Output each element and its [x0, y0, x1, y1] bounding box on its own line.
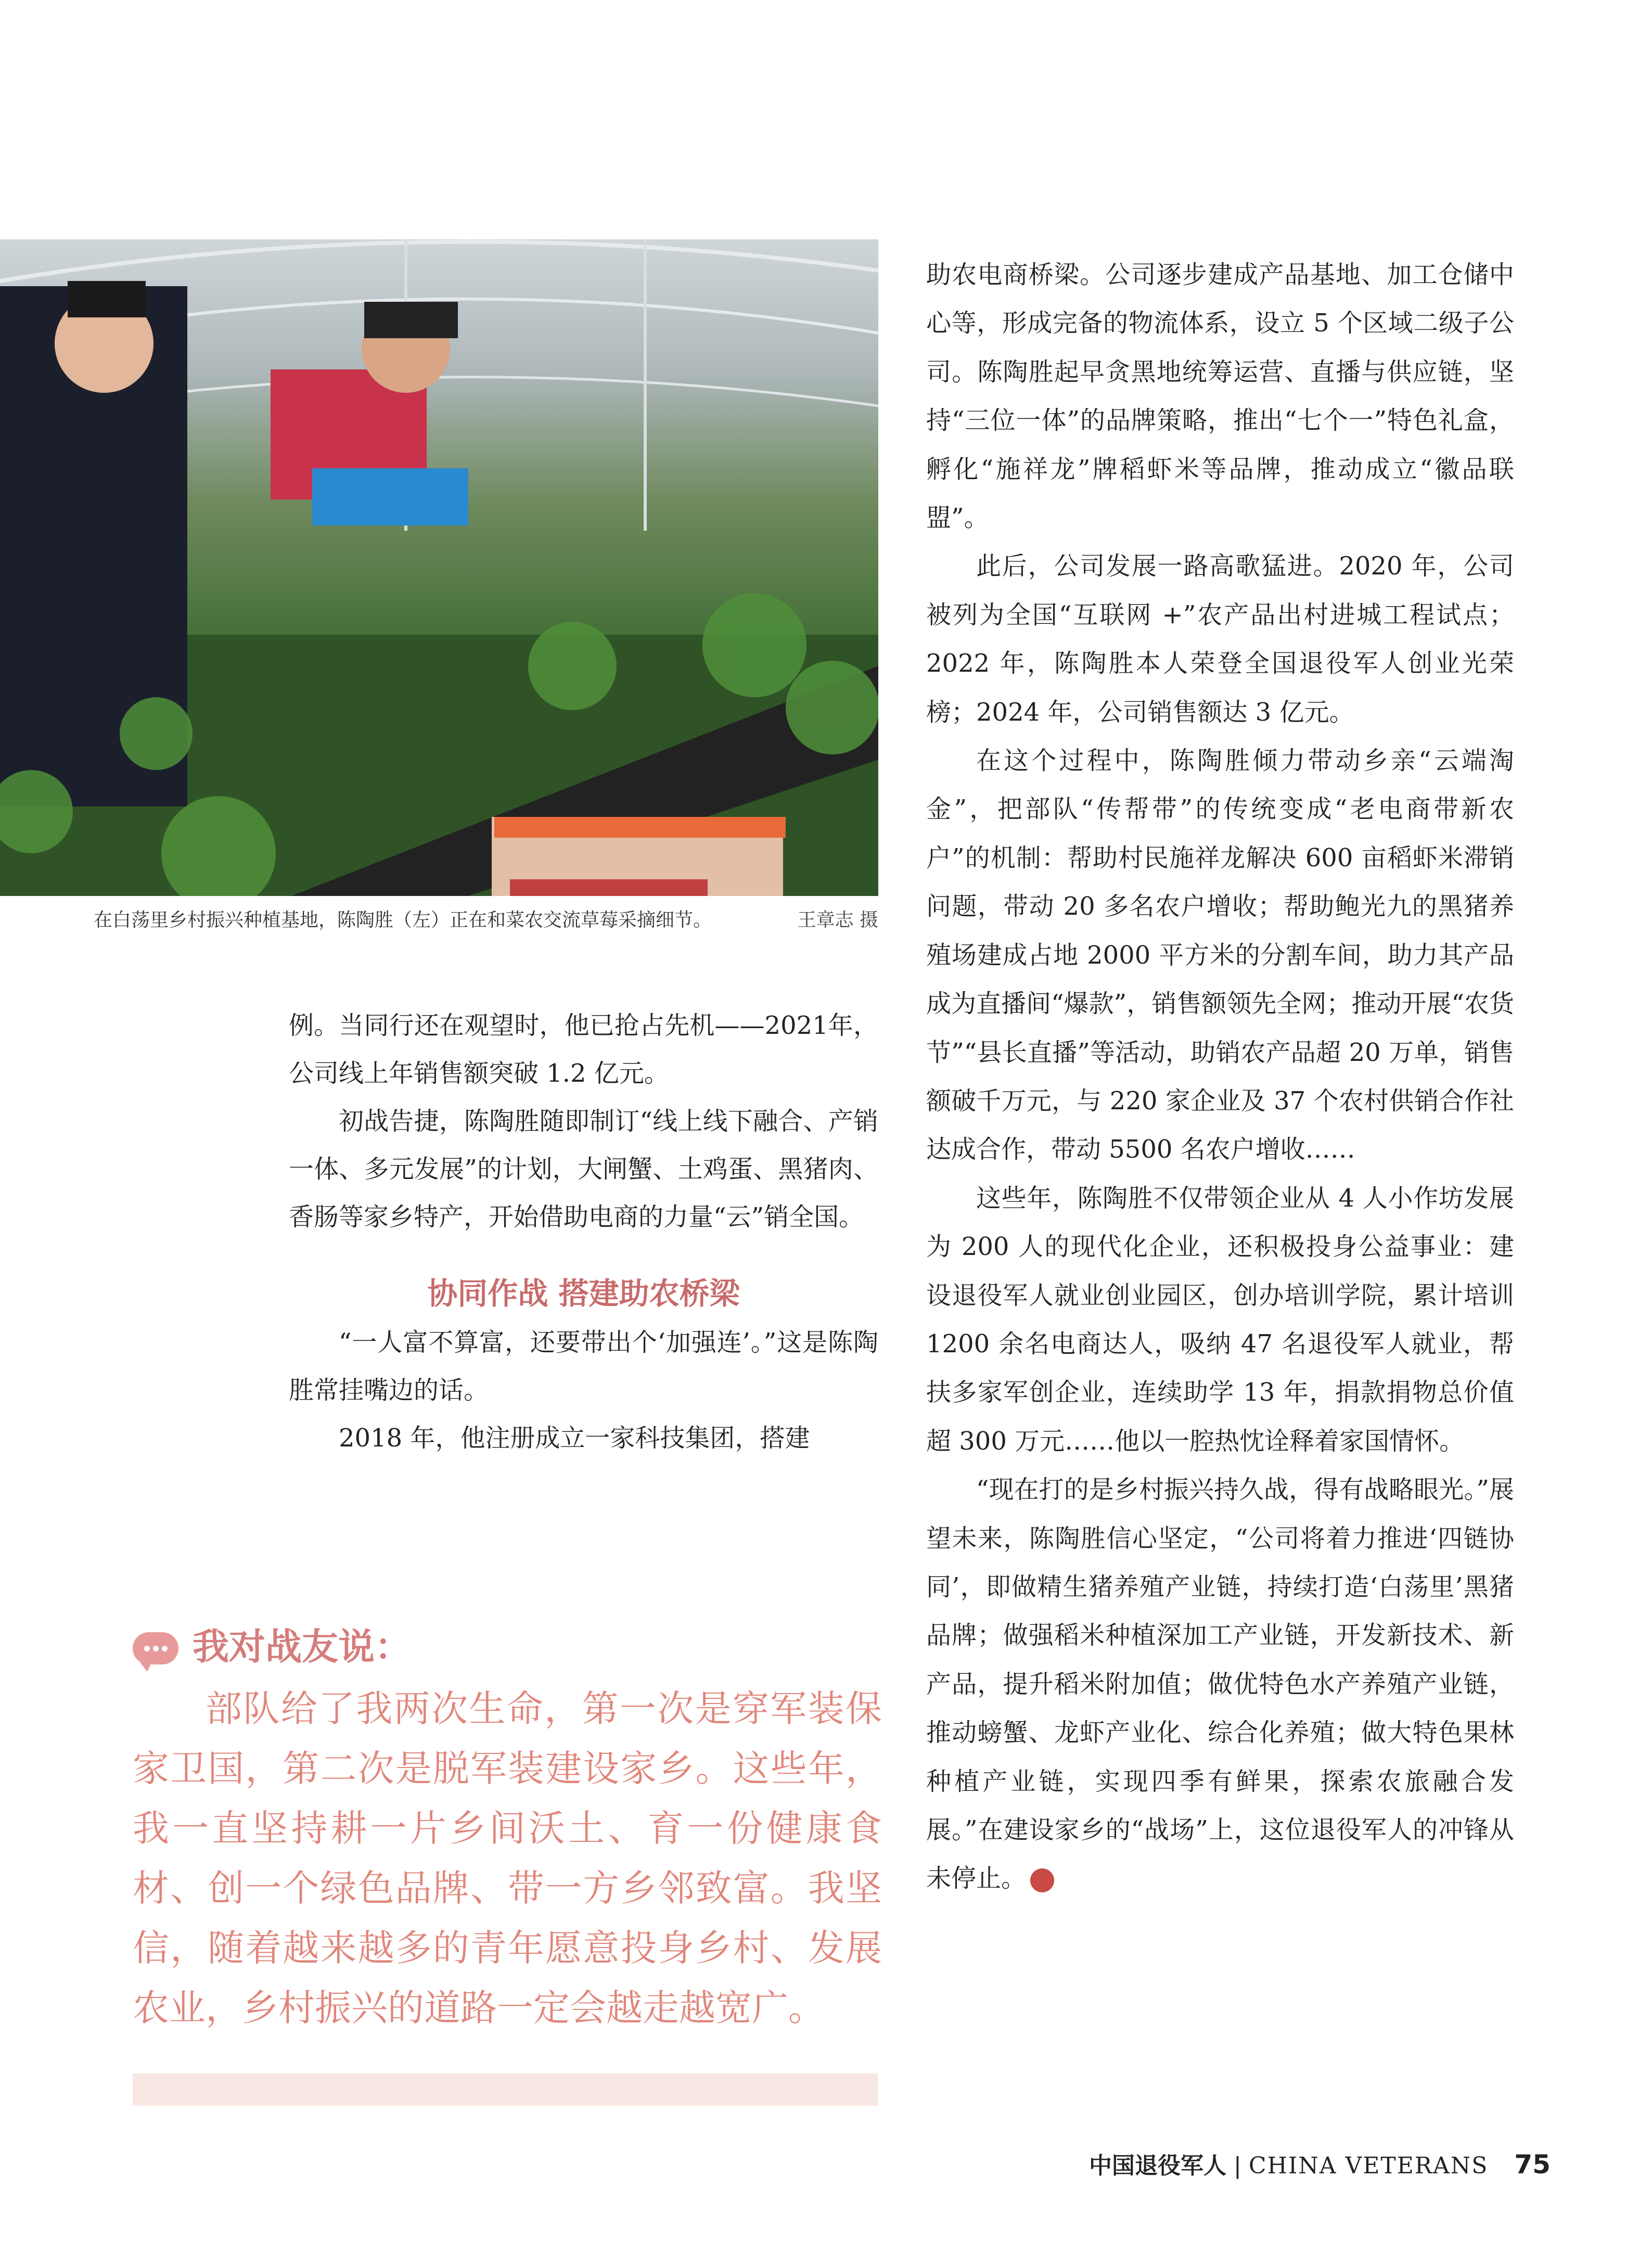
left-paragraph: “一人富不算富，还要带出个‘加强连’。”这是陈陶胜常挂嘴边的话。	[289, 1328, 878, 1405]
speech-bubble-icon	[133, 1632, 178, 1664]
right-column	[926, 251, 1514, 1903]
quote-title: 我对战友说：	[193, 1625, 411, 1668]
page-footer	[1089, 2149, 1551, 2182]
left-paragraph: 初战告捷，陈陶胜随即制订“线上线下融合、产销一体、多元发展”的计划，大闸蟹、土鸡蛋、黑猪肉、香肠等家乡特产，开始借助电商的力量“云”销全国。	[289, 1107, 878, 1232]
photo-caption	[94, 908, 878, 933]
end-mark-icon: V	[1030, 1868, 1054, 1892]
right-paragraph: 在这个过程中，陈陶胜倾力带动乡亲“云端淘金”，把部队“传帮带”的传统变成“老电商带新农户”的机制：帮助村民施祥龙解决 600 亩稻虾米滞销问题，带动 20 多名农户增收；帮助鲍光九的黑猪养殖场建成占地 2000 平方米的分割车间，助力其产品成为直播间“爆款”，销售额领先全网；推动开展“农货节”“县长直播”等活动，助销农产品超 20 万单，销售额破千万元，与 220 家企业及 37 个农村供销合作社达成合作，带动 5500 名农户增收……	[926, 746, 1514, 1164]
final-paragraph-text: “现在打的是乡村振兴持久战，得有战略眼光。”展望未来，陈陶胜信心坚定，“公司将着力推进‘四链协同’，即做精生猪养殖产业链，持续打造‘白荡里’黑猪品牌；做强稻米种植深加工产业链，开发新技术、新产品，提升稻米附加值；做优特色水产养殖产业链，推动螃蟹、龙虾产业化、综合化养殖；做大特色果林种植产业链，实现四季有鲜果，探索农旅融合发展。”在建设家乡的“战场”上，这位退役军人的冲锋从未停止。	[926, 1475, 1514, 1893]
right-paragraph	[926, 1466, 1514, 1903]
page-number: 75	[1514, 2149, 1551, 2180]
left-paragraph: 例。当同行还在观望时，他已抢占先机——2021年，公司线上年销售额突破 1.2 亿元。	[289, 1011, 878, 1088]
right-paragraph: 助农电商桥梁。公司逐步建成产品基地、加工仓储中心等，形成完备的物流体系，设立 5 个区域二级子公司。陈陶胜起早贪黑地统筹运营、直播与供应链，坚持“三位一体”的品牌策略，推出“七个一”特色礼盒，孵化“施祥龙”牌稻虾米等品牌，推动成立“徽品联盟”。	[926, 260, 1514, 533]
quote-box	[133, 1621, 882, 2038]
left-paragraph: 2018 年，他注册成立一家科技集团，搭建	[339, 1424, 810, 1453]
quote-body: 部队给了我两次生命，第一次是穿军装保家卫国，第二次是脱军装建设家乡。这些年，我一直坚持耕一片乡间沃土、育一份健康食材、创一个绿色品牌、带一方乡邻致富。我坚信，随着越来越多的青年愿意投身乡村、发展农业，乡村振兴的道路一定会越走越宽广。	[133, 1687, 882, 2029]
magazine-name: 中国退役军人	[1088, 2153, 1226, 2179]
right-paragraph: 这些年，陈陶胜不仅带领企业从 4 人小作坊发展为 200 人的现代化企业，还积极投身公益事业：建设退役军人就业创业园区，创办培训学院，累计培训 1200 余名电商达人，吸纳 47 名退役军人就业，帮扶多家军创企业，连续助学 13 年，捐款捐物总价值超 300 万元……他以一腔热忱诠释着家国情怀。	[926, 1183, 1514, 1456]
right-paragraph: 此后，公司发展一路高歌猛进。2020 年，公司被列为全国“互联网 +”农产品出村进城工程试点；2022 年，陈陶胜本人荣登全国退役军人创业光荣榜；2024 年，公司销售额达 3 亿元。	[926, 552, 1514, 727]
quote-band	[133, 2073, 878, 2106]
photo-credit: 王章志 摄	[797, 909, 878, 931]
section-heading: 协同作战 搭建助农桥梁	[427, 1276, 740, 1311]
magazine-english-name: CHINA VETERANS	[1248, 2153, 1489, 2179]
footer-separator: |	[1233, 2153, 1241, 2179]
caption-text: 在白荡里乡村振兴种植基地，陈陶胜（左）正在和菜农交流草莓采摘细节。	[94, 909, 712, 931]
greenhouse-photo-illustration	[0, 239, 878, 896]
article-photo	[0, 239, 878, 896]
left-column	[289, 1002, 878, 1462]
quote-heading	[133, 1621, 882, 1673]
